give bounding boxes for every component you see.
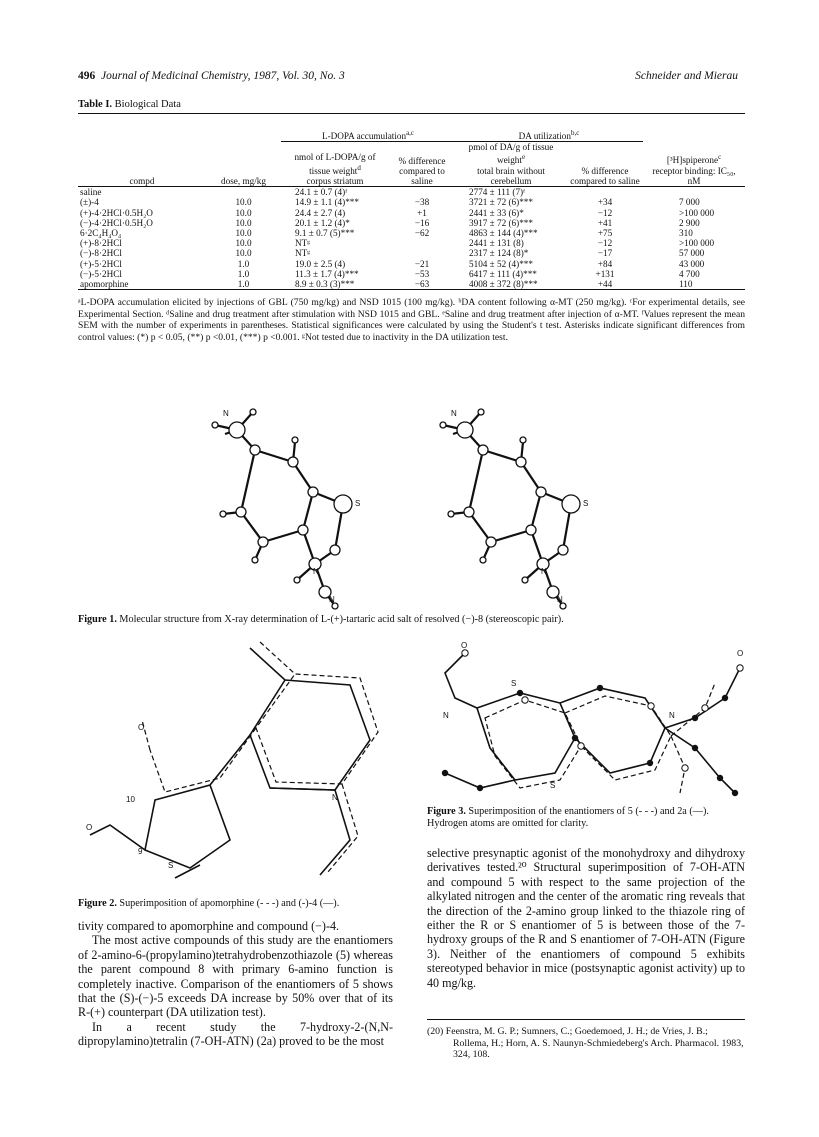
cell-pmol: 2441 ± 131 (8) bbox=[469, 238, 524, 249]
cell-pmol: 4863 ± 144 (4)*** bbox=[469, 227, 538, 238]
table-row bbox=[78, 279, 745, 290]
cell-compd: (+)-8·2HCl bbox=[80, 238, 122, 249]
fig3-s2-label: S bbox=[550, 781, 556, 790]
cell-d2: +131 bbox=[595, 268, 615, 279]
col-diff2: % difference compared to saline bbox=[570, 165, 640, 186]
fig1-right-n2-label: N bbox=[541, 567, 547, 576]
cell-pmol: 2441 ± 33 (6)* bbox=[469, 207, 524, 218]
table-footnotes: ᵃL-DOPA accumulation elicited by injections of GBL (750 mg/kg) and NSD 1015 (100 mg/kg). ᵇDA content following α-MT (250 mg/kg). ᶜFor experimental details, see Experimental Section. ᵈSaline and drug treatment after stimulation with NSD 1015 and GBL. ᵉSaline and drug treatment after injection of α-MT. ᶠValues represent the mean SEM with the number of experiments in parentheses. Statistical significances were calculated by using the Student's t test. Asterisks indicate significant differences from control values: (*) p < 0.05, (**) p <0.01, (***) p <0.001. ᵍNot tested due to inactivity in the DA utilization test. bbox=[78, 297, 745, 343]
cell-nmol: NTᵍ bbox=[295, 238, 311, 249]
fig1-right-s-label: S bbox=[583, 499, 589, 508]
cell-compd: (±)-4 bbox=[80, 197, 99, 208]
figure1-stereo-pair bbox=[185, 392, 625, 610]
left-column-text bbox=[78, 919, 393, 1049]
cell-d1: −62 bbox=[414, 227, 430, 238]
cell-dose: 10.0 bbox=[235, 197, 252, 208]
table-title: Biological Data bbox=[114, 99, 181, 110]
cell-dose bbox=[206, 187, 281, 198]
cell-dose: 10.0 bbox=[235, 207, 252, 218]
cell-d1: −63 bbox=[414, 278, 430, 289]
cell-ic50: 57 000 bbox=[679, 248, 705, 259]
fig2-n-label: N bbox=[332, 793, 338, 802]
fig2-o2-label: O bbox=[86, 823, 93, 832]
figure2-caption: Figure 2. Superimposition of apomorphine (- - -) and (-)-4 (—). bbox=[78, 898, 340, 909]
table-caption bbox=[78, 99, 181, 110]
cell-nmol: 24.4 ± 2.7 (4) bbox=[295, 207, 346, 218]
figure3-superimposition bbox=[425, 638, 755, 803]
group-da: DA utilization$^{b,c}$ bbox=[455, 114, 643, 142]
biological-data-table bbox=[78, 113, 745, 290]
col-diff1: % difference compared to saline bbox=[389, 142, 455, 187]
figure1-right-molecule bbox=[443, 412, 571, 606]
cell-dose: 10.0 bbox=[235, 248, 252, 259]
left-para-1: tivity compared to apomorphine and compound (−)-4. bbox=[78, 919, 340, 933]
table-column-header-row bbox=[78, 142, 745, 187]
col-pmol: pmol of DA/g of tissue weight$^e$ total brain without cerebellum bbox=[468, 142, 554, 186]
page-number: 496 bbox=[78, 70, 96, 82]
table-label: Table I. bbox=[78, 99, 113, 110]
cell-compd: (+)-5·2HCl bbox=[80, 258, 122, 269]
cell-d2: −17 bbox=[597, 248, 613, 259]
cell-compd: (−)-8·2HCl bbox=[80, 248, 122, 259]
cell-dose: 10.0 bbox=[235, 217, 252, 228]
cell-ic50: 2 900 bbox=[679, 217, 700, 228]
fig1-left-n-label: N bbox=[223, 409, 229, 418]
cell-dose: 1.0 bbox=[237, 278, 250, 289]
table-body bbox=[78, 187, 745, 290]
cell-pmol: 6417 ± 111 (4)*** bbox=[469, 268, 537, 279]
cell-compd: (−)-5·2HCl bbox=[80, 268, 122, 279]
fig1-right-n-label: N bbox=[451, 409, 457, 418]
cell-ic50: 43 000 bbox=[679, 258, 705, 269]
cell-compd: (+)-4·2HCl·0.5H₂O bbox=[80, 207, 153, 218]
table-row bbox=[78, 238, 745, 248]
cell-ic50: 110 bbox=[679, 278, 693, 289]
fig1-left-n2-label: N bbox=[313, 567, 319, 576]
fig3-o2-label: O bbox=[461, 641, 468, 650]
table-row bbox=[78, 218, 745, 228]
reference-rule bbox=[427, 1019, 745, 1020]
cell-pmol: 3917 ± 72 (6)*** bbox=[469, 217, 533, 228]
cell-d2 bbox=[567, 187, 643, 198]
fig3-n-label: N bbox=[443, 711, 449, 720]
cell-compd: 6·2C₄H₄O₄ bbox=[80, 227, 122, 238]
col-compd: compd bbox=[129, 175, 155, 186]
cell-ic50: >100 000 bbox=[679, 207, 715, 218]
cell-d2: +34 bbox=[597, 197, 613, 208]
table-row bbox=[78, 228, 745, 238]
table-header-group-row bbox=[78, 114, 745, 142]
fig3-s-label: S bbox=[511, 679, 517, 688]
cell-d2: +75 bbox=[597, 227, 613, 238]
col-spiperone: [³H]spiperone$^c$ receptor binding: IC₅₀, nM bbox=[652, 153, 736, 186]
figure1-caption: Figure 1. Molecular structure from X-ray determination of L-(+)-tartaric acid salt of resolved (−)-8 (stereoscopic pair). bbox=[78, 614, 564, 625]
cell-nmol: NTᵍ bbox=[295, 248, 311, 259]
cell-ic50: 4 700 bbox=[679, 268, 700, 279]
fig3-o-label: O bbox=[737, 649, 744, 658]
cell-nmol: 8.9 ± 0.3 (3)*** bbox=[295, 278, 355, 289]
fig2-label-10: 10 bbox=[126, 795, 135, 804]
header-left bbox=[78, 70, 345, 82]
cell-pmol: 4008 ± 372 (8)*** bbox=[469, 278, 538, 289]
cell-d1: −38 bbox=[414, 197, 430, 208]
cell-d2: +44 bbox=[597, 278, 613, 289]
table-row bbox=[78, 269, 745, 279]
table-row bbox=[78, 259, 745, 269]
cell-nmol: 11.3 ± 1.7 (4)*** bbox=[295, 268, 359, 279]
cell-d1 bbox=[389, 187, 455, 198]
cell-dose: 10.0 bbox=[235, 227, 252, 238]
cell-d1: +1 bbox=[417, 207, 427, 218]
cell-compd: apomorphine bbox=[80, 278, 129, 289]
journal-citation: Journal of Medicinal Chemistry, 1987, Vol. 30, No. 3 bbox=[101, 70, 345, 82]
fig1-left-n3-label: N bbox=[329, 595, 335, 604]
col-nmol: nmol of L-DOPA/g of tissue weight$^d$ corpus striatum bbox=[281, 142, 389, 187]
fig3-n2-label: N bbox=[669, 711, 675, 720]
cell-nmol: 9.1 ± 0.7 (5)*** bbox=[295, 227, 355, 238]
cell-nmol: 24.1 ± 0.7 (4)ᶠ bbox=[295, 187, 348, 198]
cell-d1: −16 bbox=[414, 217, 430, 228]
cell-d1 bbox=[389, 248, 455, 258]
cell-d2: −12 bbox=[597, 238, 613, 249]
table-row bbox=[78, 208, 745, 218]
col-dose: dose, mg/kg bbox=[221, 175, 266, 186]
cell-pmol: 5104 ± 52 (4)*** bbox=[469, 258, 533, 269]
cell-d2: −12 bbox=[597, 207, 613, 218]
fig2-o-label: O bbox=[138, 723, 145, 732]
cell-ic50: >100 000 bbox=[679, 238, 715, 249]
figure3-caption: Figure 3. Superimposition of the enantiomers of 5 (- - -) and 2a (—). Hydrogen atoms are omitted for clarity. bbox=[427, 806, 709, 829]
cell-dose: 10.0 bbox=[235, 238, 252, 249]
figure1-left-molecule bbox=[215, 412, 343, 606]
cell-nmol: 14.9 ± 1.1 (4)*** bbox=[295, 197, 359, 208]
header-authors: Schneider and Mierau bbox=[635, 70, 738, 82]
table-row bbox=[78, 197, 745, 207]
cell-pmol: 3721 ± 72 (6)*** bbox=[469, 197, 533, 208]
fig1-left-s-label: S bbox=[355, 499, 361, 508]
cell-compd: saline bbox=[80, 187, 102, 198]
figure2-superimposition bbox=[80, 640, 410, 880]
table-row bbox=[78, 187, 745, 198]
fig2-label-9: 9 bbox=[138, 847, 143, 856]
left-para-3: In a recent study the 7-hydroxy-2-(N,N-dipropylamino)tetralin (7-OH-ATN) (2a) proved to be the most bbox=[78, 1019, 393, 1049]
cell-compd: (−)-4·2HCl·0.5H₂O bbox=[80, 217, 153, 228]
fig1-right-n3-label: N bbox=[557, 595, 563, 604]
cell-nmol: 20.1 ± 1.2 (4)* bbox=[295, 217, 350, 228]
cell-ic50 bbox=[643, 187, 745, 198]
cell-d2: +41 bbox=[597, 217, 613, 228]
right-column-text: selective presynaptic agonist of the monohydroxy and dihydroxy derivatives tested.²⁰ Structural superimposition of 7-OH-ATN and compound 5 with respect to the same projection of the alkylated nitrogen and the center of the aromatic ring reveals that the direction of the 2-amino group linked to the thiazole ring of either the R or S enantiomer of 5 is between those of the 7-hydroxy groups of the R and S enantiomer of 7-OH-ATN (Figure 3). Neither of the enantiomers of compound 5 exhibits stereotyped behavior in mice (postsynaptic agonist activity) up to 40 mg/kg. bbox=[427, 846, 745, 990]
table-row bbox=[78, 248, 745, 258]
left-para-2: The most active compounds of this study are the enantiomers of 2-amino-6-(propylamino)tetrahydrobenzothiazole (5) whereas the parent compound 8 with primary 6-amino function is completely inactive. Comparison of the enantiomers of 5 shows that the (S)-(−)-5 exceeds DA increase by 50% over that of its R-(+) counterpart (DA utilization test). bbox=[78, 933, 393, 1020]
cell-ic50: 7 000 bbox=[679, 197, 700, 208]
cell-dose: 1.0 bbox=[237, 268, 250, 279]
cell-dose: 1.0 bbox=[237, 258, 250, 269]
cell-d1: −53 bbox=[414, 268, 430, 279]
cell-nmol: 19.0 ± 2.5 (4) bbox=[295, 258, 346, 269]
fig2-s-label: S bbox=[168, 861, 174, 870]
cell-pmol: 2317 ± 124 (8)* bbox=[469, 248, 529, 259]
cell-d1 bbox=[389, 238, 455, 248]
cell-d2: +84 bbox=[597, 258, 613, 269]
reference-20: (20) Feenstra, M. G. P.; Sumners, C.; Goedemoed, J. H.; de Vries, J. B.; Rollema, H.; Horn, A. S. Naunyn-Schmiedeberg's Arch. Pharmacol. 1983, 324, 108. bbox=[427, 1026, 744, 1061]
group-dopa: L-DOPA accumulation$^{a,c}$ bbox=[321, 129, 415, 142]
cell-d1: −21 bbox=[414, 258, 430, 269]
cell-pmol: 2774 ± 111 (7)ᶠ bbox=[469, 187, 526, 198]
cell-ic50: 310 bbox=[679, 227, 693, 238]
